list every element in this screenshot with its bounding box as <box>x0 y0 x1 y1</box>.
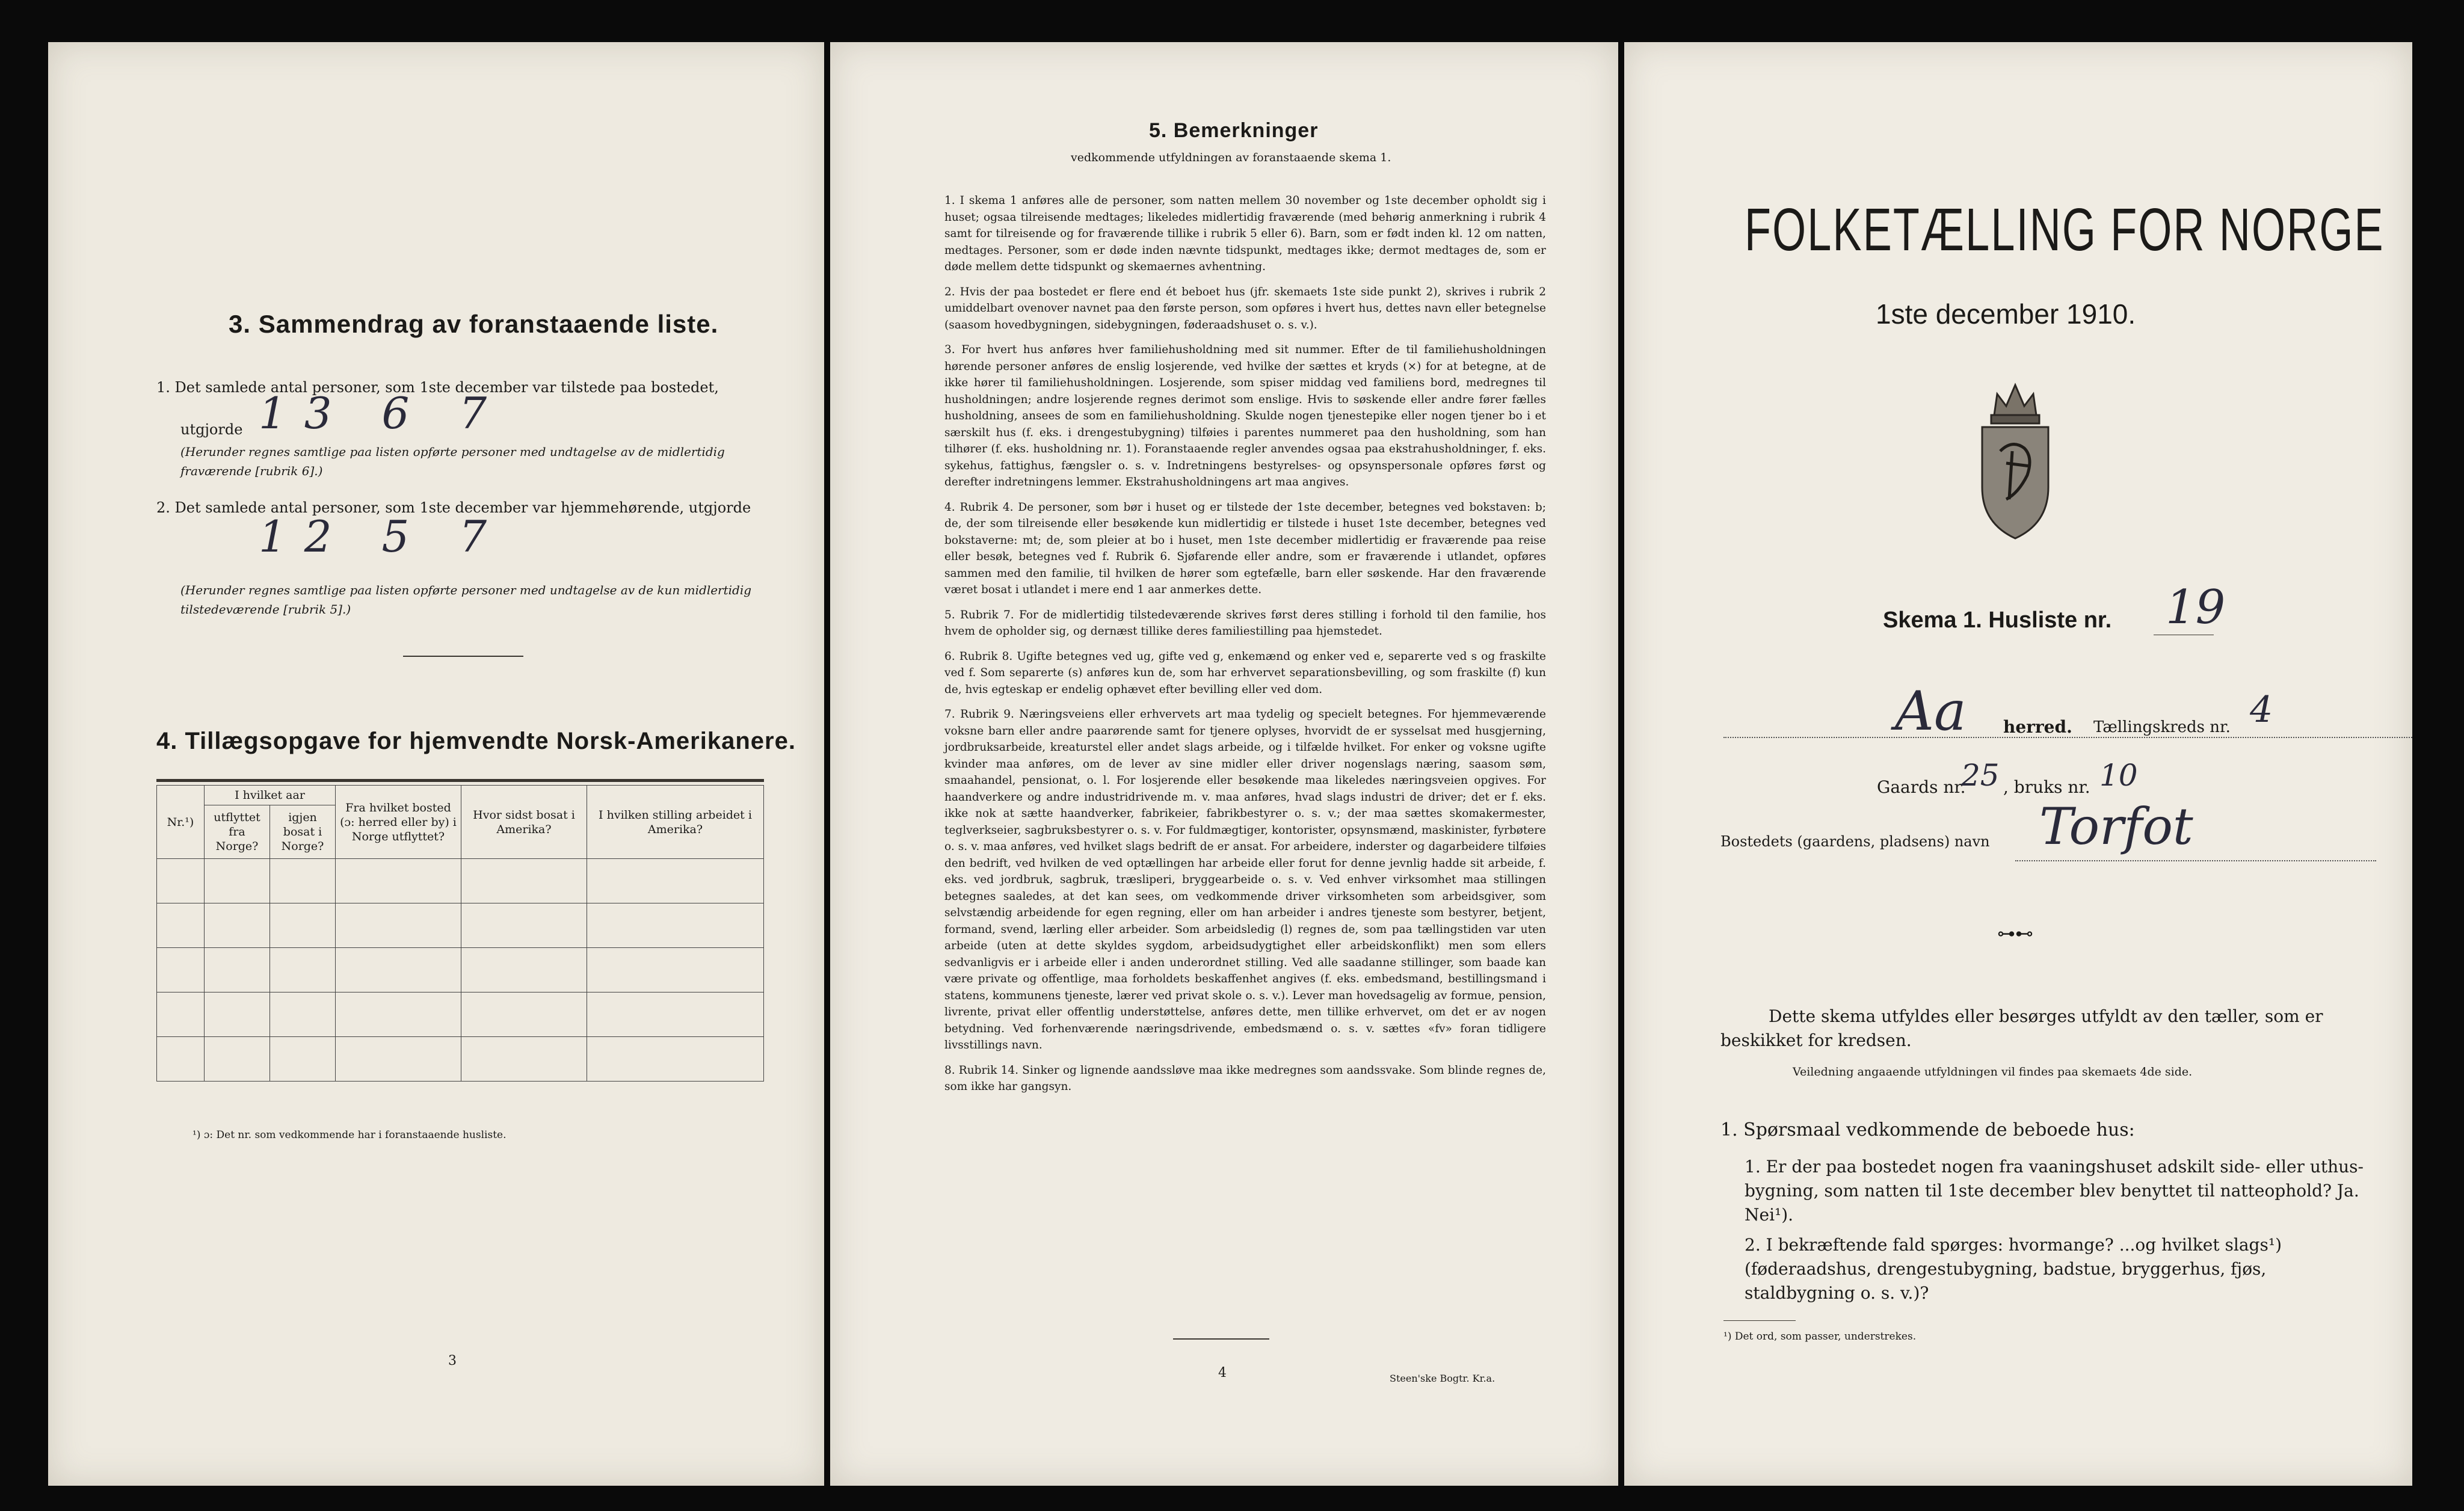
divider <box>1173 1338 1269 1340</box>
main-title: FOLKETÆLLING FOR NORGE <box>1745 196 2385 263</box>
footnote-rule <box>1723 1320 1796 1321</box>
ornament-icon: ⊶⊷ <box>1997 923 2033 944</box>
paragraph-7: 7. Rubrik 9. Næringsveiens eller erhvervets art maa tydelig og specielt betegnes. For hjemmeværende voksne barn eller andre paarørende samt for tjenere oplyses, hvorvidt de er sysselsat med husgjerning, jordbruksarbeide, kreaturstel eller andet slags arbeide, og i tilfælde hvilket. For enker og voksne ugifte kvinder maa anføres, om de lever av sine midler eller driver nogenslags næring, saasom søm, smaahandel, pensionat, o. l. For losjerende eller besøkende maa likeledes næringsveien opgives. For haandverkere og andre industridrivende m. v. maa anføres, hvad slags industri de driver; det er f. eks. ikke nok at sætte haandverker, fabrikeier, fabrikbestyrer o. s. v.; der maa sættes skomakermester, teglverkseier, sagbruksbestyrer o. s. v. For fuldmægtiger, kontorister, opsynsmænd, maskinister, fyrbøtere o. s. v. maa anføres, ved hvilket slags bedrift de er ansat. For arbeidere, inderster og dagarbeidere tilføies den bedrift, ved hvilken de ved optællingen har arbeide eller forut for denne jevnlig hadde sit arbeide, f. eks. ved jordbruk, sagbruk, træsliperi, bryggearbeide o. s. v. Ved enhver virksomhet maa stillingen betegnes saaledes, at det kan sees, om vedkommende driver virksomheten som arbeidsgiver, som selvstændig arbeidende for egen regning, eller om han arbeider i andres tjeneste som bestyrer, betjent, formand, svend, lærling eller arbeider. Som arbeidsledig (l) regnes de, som paa tællingstiden var uten arbeide (uten at dette skyldes sygdom, arbeidsudygtighet eller arbeidskonflikt) men som ellers sedvanligvis er i arbeide eller i anden underordnet stilling. Ved alle saadanne stillinger, som baade kan være private og offentlige, maa forholdets beskaffenhet angives (f. eks. embedsmand, bestillingsmand i statens, kommunens tjeneste, lærer ved privat skole o. s. v.). Lever man hovedsagelig av formue, pension, livrente, privat eller offentlig understøttelse, anføres dette, men tillike erhvervet, om det er av nogen betydning. Ved forhenværende næringsdrivende, embedsmænd o. s. v. sættes «fv» foran tidligere livsstillings navn. <box>944 708 1546 1051</box>
table-row <box>157 992 764 1037</box>
paragraph-3: 3. For hvert hus anføres hver familiehusholdning med sit nummer. Efter de til familiehusholdningen hørende personer anføres de enslig losjerende, ved hvilke der sættes et kryds (×) for at betegne, at de ikke hører til familiehusholdningen. Losjerende, som spiser middag ved familiens bord, medregnes til husholdningen; andre losjerende regnes derimot som enslige. Hvis to søskende eller andre fører fælles husholdning, ansees de som en familiehusholdning. Skulde nogen tjenestepike eller nogen tjener bo i et særskilt hus (f. eks. i drengestubygning) tilføies i parentes nummeret paa den husholdning, som han tilhører (f. eks. husholdning nr. 1). Foranstaaende regler anvendes ogsaa paa ekstrahusholdninger, f. eks. sykehus, fattighus, fængsler o. s. v. Indretningens bestyrelses- og opsynspersonale opføres først og derefter indretningens lemmer. Ekstrahusholdningens art maa angives. <box>944 343 1546 488</box>
husliste-number: 19 <box>2166 580 2226 635</box>
item2-value: 12 5 7 <box>259 511 505 562</box>
paragraph-5: 5. Rubrik 7. For de midlertidig tilstedeværende skrives først deres stilling i forhold til den familie, hos hvem de opholder sig, og dernæst tillike deres familiestilling paa hjemstedet. <box>944 608 1546 638</box>
question-1: 1. Er der paa bostedet nogen fra vaaningshuset adskilt side- eller uthus-bygning, som natten til 1ste december blev benyttet til natteophold? Ja. Nei¹). <box>1745 1157 2364 1225</box>
table-footnote: ¹) ɔ: Det nr. som vedkommende har i foranstaaende husliste. <box>192 1129 507 1141</box>
table-row <box>157 1037 764 1082</box>
bemerkninger-subtitle: vedkommende utfyldningen av foranstaaende skema 1. <box>1071 151 1391 164</box>
instruction-2: Veiledning angaaende utfyldningen vil findes paa skemaets 4de side. <box>1793 1065 2193 1079</box>
gaards-label: Gaards nr. <box>1877 777 1966 797</box>
table-row <box>157 948 764 992</box>
paragraph-4: 4. Rubrik 4. De personer, som bør i huset og er tilstede der 1ste december, betegnes ved bokstaven: b; de, der som tilreisende eller besøkende kun midlertidig er tilstede i huset 1ste december, betegnes ved bokstaverne: mt; de, som pleier at bo i huset, men 1ste december midlertidig er fraværende paa reise eller besøk, betegnes ved f. Rubrik 6. Sjøfarende eller andre, som er fraværende i utlandet, opføres sammen med den familie, til hvilken de hører som egtefælle, barn eller søskende. Har den fraværende været bosat i utlandet i mere end 1 aar anmerkes dette. <box>944 500 1546 596</box>
divider <box>403 656 523 657</box>
instruction-1: Dette skema utfyldes eller besørges utfyldt av den tæller, som er beskikket for kredsen. <box>1720 1006 2323 1050</box>
bemerkninger-body <box>944 192 1546 1104</box>
schema-label: Skema 1. Husliste nr. <box>1883 608 2112 633</box>
herred-label: herred. <box>2003 717 2072 737</box>
question-2: 2. I bekræftende fald spørges: hvormange? ...og hvilket slags¹) (føderaadshus, drengestubygning, badstue, bryggerhus, fjøs, staldbygning o. s. v.)? <box>1745 1235 2282 1303</box>
norsk-amerikanere-table <box>156 785 764 1082</box>
bosted-dotted-line <box>2015 860 2376 861</box>
page-right <box>1624 42 2412 1486</box>
paragraph-8: 8. Rubrik 14. Sinker og lignende aandssløve maa ikke medregnes som aandssvake. Som blinde regnes de, som ikke har gangsyn. <box>944 1063 1546 1093</box>
col-returned: igjen bosat i Norge? <box>270 805 336 859</box>
bemerkninger-title: 5. Bemerkninger <box>1149 119 1319 142</box>
kreds-value: 4 <box>2250 689 2273 731</box>
item1-note: (Herunder regnes samtlige paa listen opførte personer med undtagelse av de midlertidig fraværende [rubrik 6].) <box>180 445 725 478</box>
paragraph-2: 2. Hvis der paa bostedet er flere end ét beboet hus (jfr. skemaets 1ste side punkt 2), skrives i rubrik 2 umiddelbart ovenover navnet paa den første person, som opføres i hvert hus, dettes navn eller betegnelse (saasom hovedbygningen, sidebygningen, føderaadshuset o. s. v.). <box>944 285 1546 331</box>
bosted-value: Torfot <box>2039 797 2193 856</box>
page-number: 4 <box>1218 1365 1227 1380</box>
table-top-rule <box>156 779 764 782</box>
footnote: ¹) Det ord, som passer, understrekes. <box>1723 1331 1917 1343</box>
col-last-place: Hvor sidst bosat i Amerika? <box>461 786 587 859</box>
questions-header: 1. Spørsmaal vedkommende de beboede hus: <box>1720 1119 2135 1140</box>
gaards-value: 25 <box>1961 758 2000 793</box>
col-group: I hvilket aar <box>205 786 336 805</box>
section-3-title: 3. Sammendrag av foranstaaende liste. <box>229 310 719 338</box>
kreds-label: Tællingskreds nr. <box>2093 718 2231 736</box>
bruks-label: , bruks nr. <box>2003 777 2090 797</box>
table-row <box>157 903 764 948</box>
item2-note: (Herunder regnes samtlige paa listen opførte personer med undtagelse av de kun midlertidig tilstedeværende [rubrik 5].) <box>180 583 752 617</box>
col-nr: Nr.¹) <box>157 786 205 859</box>
item2-text: 2. Det samlede antal personer, som 1ste december var hjemmehørende, utgjorde <box>156 499 751 516</box>
item1-prefix: utgjorde <box>180 421 243 438</box>
col-position: I hvilken stilling arbeidet i Amerika? <box>587 786 764 859</box>
bosted-label: Bostedets (gaardens, pladsens) navn <box>1720 833 1990 850</box>
paragraph-1: 1. I skema 1 anføres alle de personer, som natten mellem 30 november og 1ste december opholdt sig i huset; ogsaa tilreisende medtages; likeledes midlertidig fraværende (med behørig anmerkning i rubrik 4 samt for tilreisende og for fraværende tillike i rubrik 5 eller 6). Barn, som er født inden kl. 12 om natten, medtages. Personer, som er døde inden nævnte tidspunkt, medtages ikke; dermot medtages de, som er døde mellem dette tidspunkt og skemaernes avhentning. <box>944 194 1546 273</box>
col-emigrated: utflyttet fra Norge? <box>205 805 270 859</box>
paragraph-6: 6. Rubrik 8. Ugifte betegnes ved ug, gifte ved g, enkemænd og enker ved e, separerte ved s og fraskilte ved f. Som separerte (s) anføres kun de, som har erhvervet separationsbevilling, og som fraskilte (f) kun de, hvis egteskap er endelig ophævet efter bevilling eller ved dom. <box>944 650 1546 696</box>
page-middle <box>830 42 1618 1486</box>
page-left <box>48 42 824 1486</box>
coat-of-arms-icon <box>1970 379 2060 541</box>
item1-text: 1. Det samlede antal personer, som 1ste december var tilstede paa bostedet, <box>156 379 719 396</box>
bruks-value: 10 <box>2099 758 2138 793</box>
table-row <box>157 859 764 903</box>
item1-value: 13 6 7 <box>259 388 505 439</box>
printer-mark: Steen'ske Bogtr. Kr.a. <box>1390 1373 1495 1384</box>
herred-value: Aa <box>1895 680 1967 743</box>
col-from-place: Fra hvilket bosted (ɔ: herred eller by) i Norge utflyttet? <box>336 786 461 859</box>
page-number: 3 <box>448 1353 457 1368</box>
section-4-title: 4. Tillægsopgave for hjemvendte Norsk-Amerikanere. <box>156 728 796 754</box>
census-date: 1ste december 1910. <box>1876 298 2136 330</box>
